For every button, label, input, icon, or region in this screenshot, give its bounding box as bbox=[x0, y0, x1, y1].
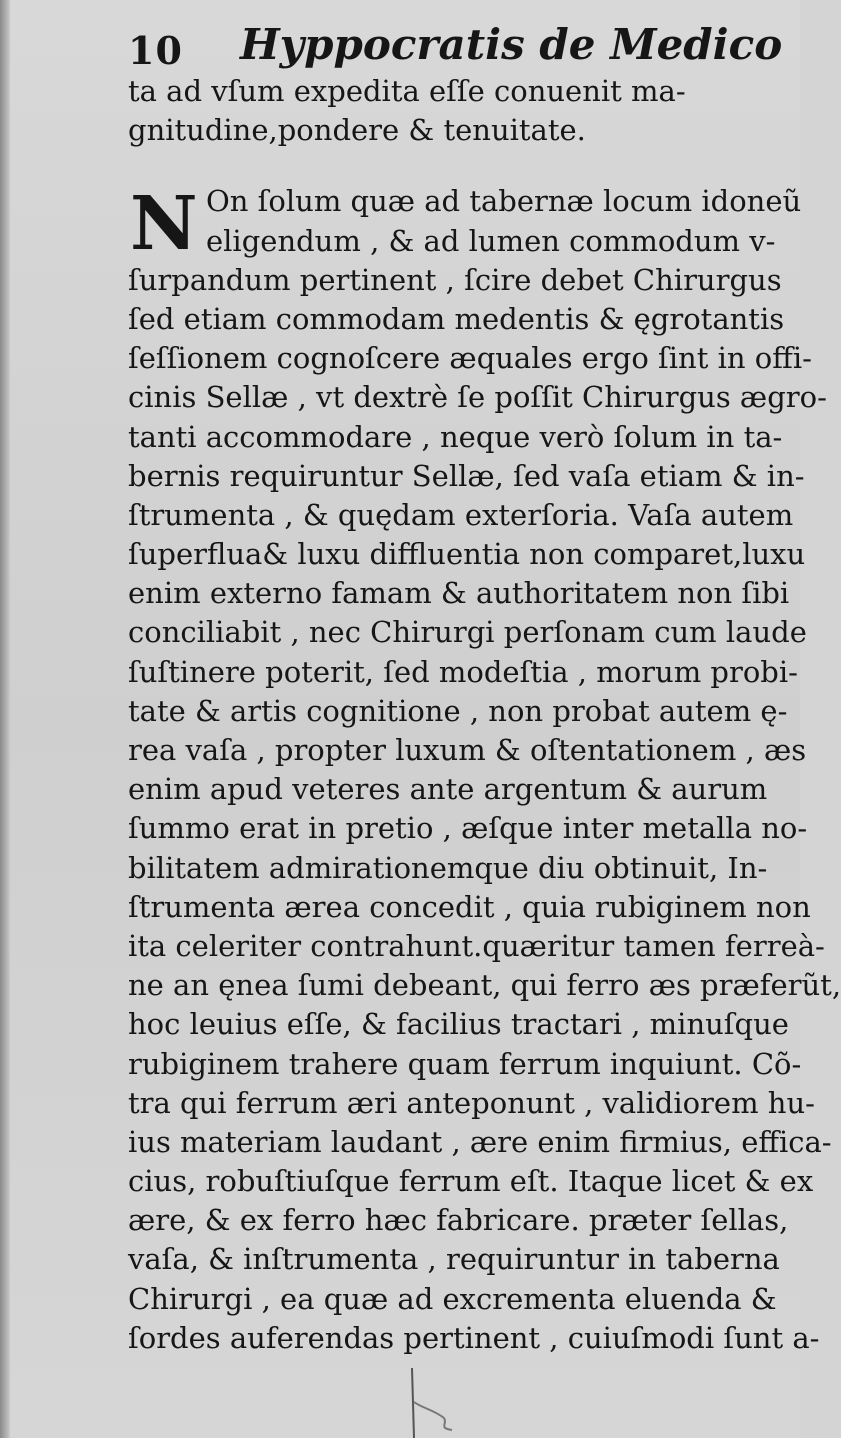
paragraph bbox=[128, 181, 841, 1358]
text-line: ne an ęnea ſumi debeant, qui ferro æs præferũt, bbox=[128, 968, 841, 1003]
text-line: enim externo famam & authoritatem non ſibi bbox=[128, 576, 790, 611]
page-header bbox=[128, 14, 783, 74]
text-line: ta ad vſum expedita eſſe conuenit ma- bbox=[128, 74, 686, 108]
text-line: enim apud veteres ante argentum & aurum bbox=[128, 772, 768, 807]
text-line: ita celeriter contrahunt.quæritur tamen ferreà- bbox=[128, 928, 825, 963]
text-line: ſummo erat in pretio , æſque inter metalla no- bbox=[128, 811, 808, 846]
text-line: gnitudine,pondere & tenuitate. bbox=[128, 113, 586, 148]
body-text bbox=[128, 72, 841, 1358]
text-line: bernis requiruntur Sellæ, ſed vaſa etiam & in- bbox=[128, 458, 805, 493]
text-line: ſtrumenta , & quędam exterſoria. Vaſa autem bbox=[128, 497, 794, 532]
text-line: ſurpandum pertinent , ſcire debet Chirurgus bbox=[128, 262, 782, 297]
running-title: Hyppocratis de Medico bbox=[240, 20, 783, 69]
text-line: ſeſſionem cognoſcere æquales ergo ſint in offi- bbox=[128, 341, 812, 376]
text-line: hoc leuius eſſe, & facilius tractari , minuſque bbox=[128, 1007, 789, 1042]
text-line: cinis Sellæ , vt dextrè ſe poſſit Chirurgus ægro- bbox=[128, 380, 827, 415]
text-line: tra qui ferrum æri anteponunt , validiorem hu- bbox=[128, 1085, 815, 1120]
text-line: ſuperflua& luxu diffluentia non comparet,luxu bbox=[128, 537, 806, 572]
text-line: ſordes auferendas pertinent , cuiuſmodi ſunt a- bbox=[128, 1320, 820, 1355]
text-line: rea vaſa , propter luxum & oſtentationem , æs bbox=[128, 733, 807, 767]
text-line: eligendum , & ad lumen commodum v- bbox=[206, 223, 776, 258]
text-line: ære, & ex ferro hæc fabricare. præter ſellas, bbox=[128, 1203, 789, 1238]
text-line: cius, robuſtiuſque ferrum eſt. Itaque licet & ex bbox=[128, 1164, 814, 1199]
text-line: tanti accommodare , neque verò ſolum in ta- bbox=[128, 419, 783, 454]
text-line: tate & artis cognitione , non probat autem ę- bbox=[128, 693, 788, 728]
text-line: On ſolum quæ ad tabernæ locum idoneũ bbox=[206, 184, 802, 219]
text-line: ſtrumenta ærea concedit , quia rubiginem non bbox=[128, 889, 811, 924]
drop-cap: N bbox=[130, 181, 198, 268]
page-number: 10 bbox=[128, 28, 183, 73]
paper-fiber-mark bbox=[408, 1368, 458, 1438]
text-line: rubiginem trahere quam ferrum inquiunt. Cõ- bbox=[128, 1046, 802, 1081]
page-edge-shadow bbox=[0, 0, 10, 1438]
text-line: Chirurgi , ea quæ ad excrementa eluenda & bbox=[128, 1281, 777, 1316]
text-line: vaſa, & inſtrumenta , requiruntur in taberna bbox=[128, 1242, 780, 1277]
text-line: ſed etiam commodam medentis & ęgrotantis bbox=[128, 301, 785, 336]
text-line: bilitatem admirationemque diu obtinuit, In- bbox=[128, 850, 768, 885]
text-line: ius materiam laudant , ære enim firmius, effica- bbox=[128, 1124, 832, 1159]
text-line: ſuſtinere poterit, ſed modeſtia , morum probi- bbox=[128, 654, 798, 689]
text-line: conciliabit , nec Chirurgi perſonam cum laude bbox=[128, 615, 807, 650]
